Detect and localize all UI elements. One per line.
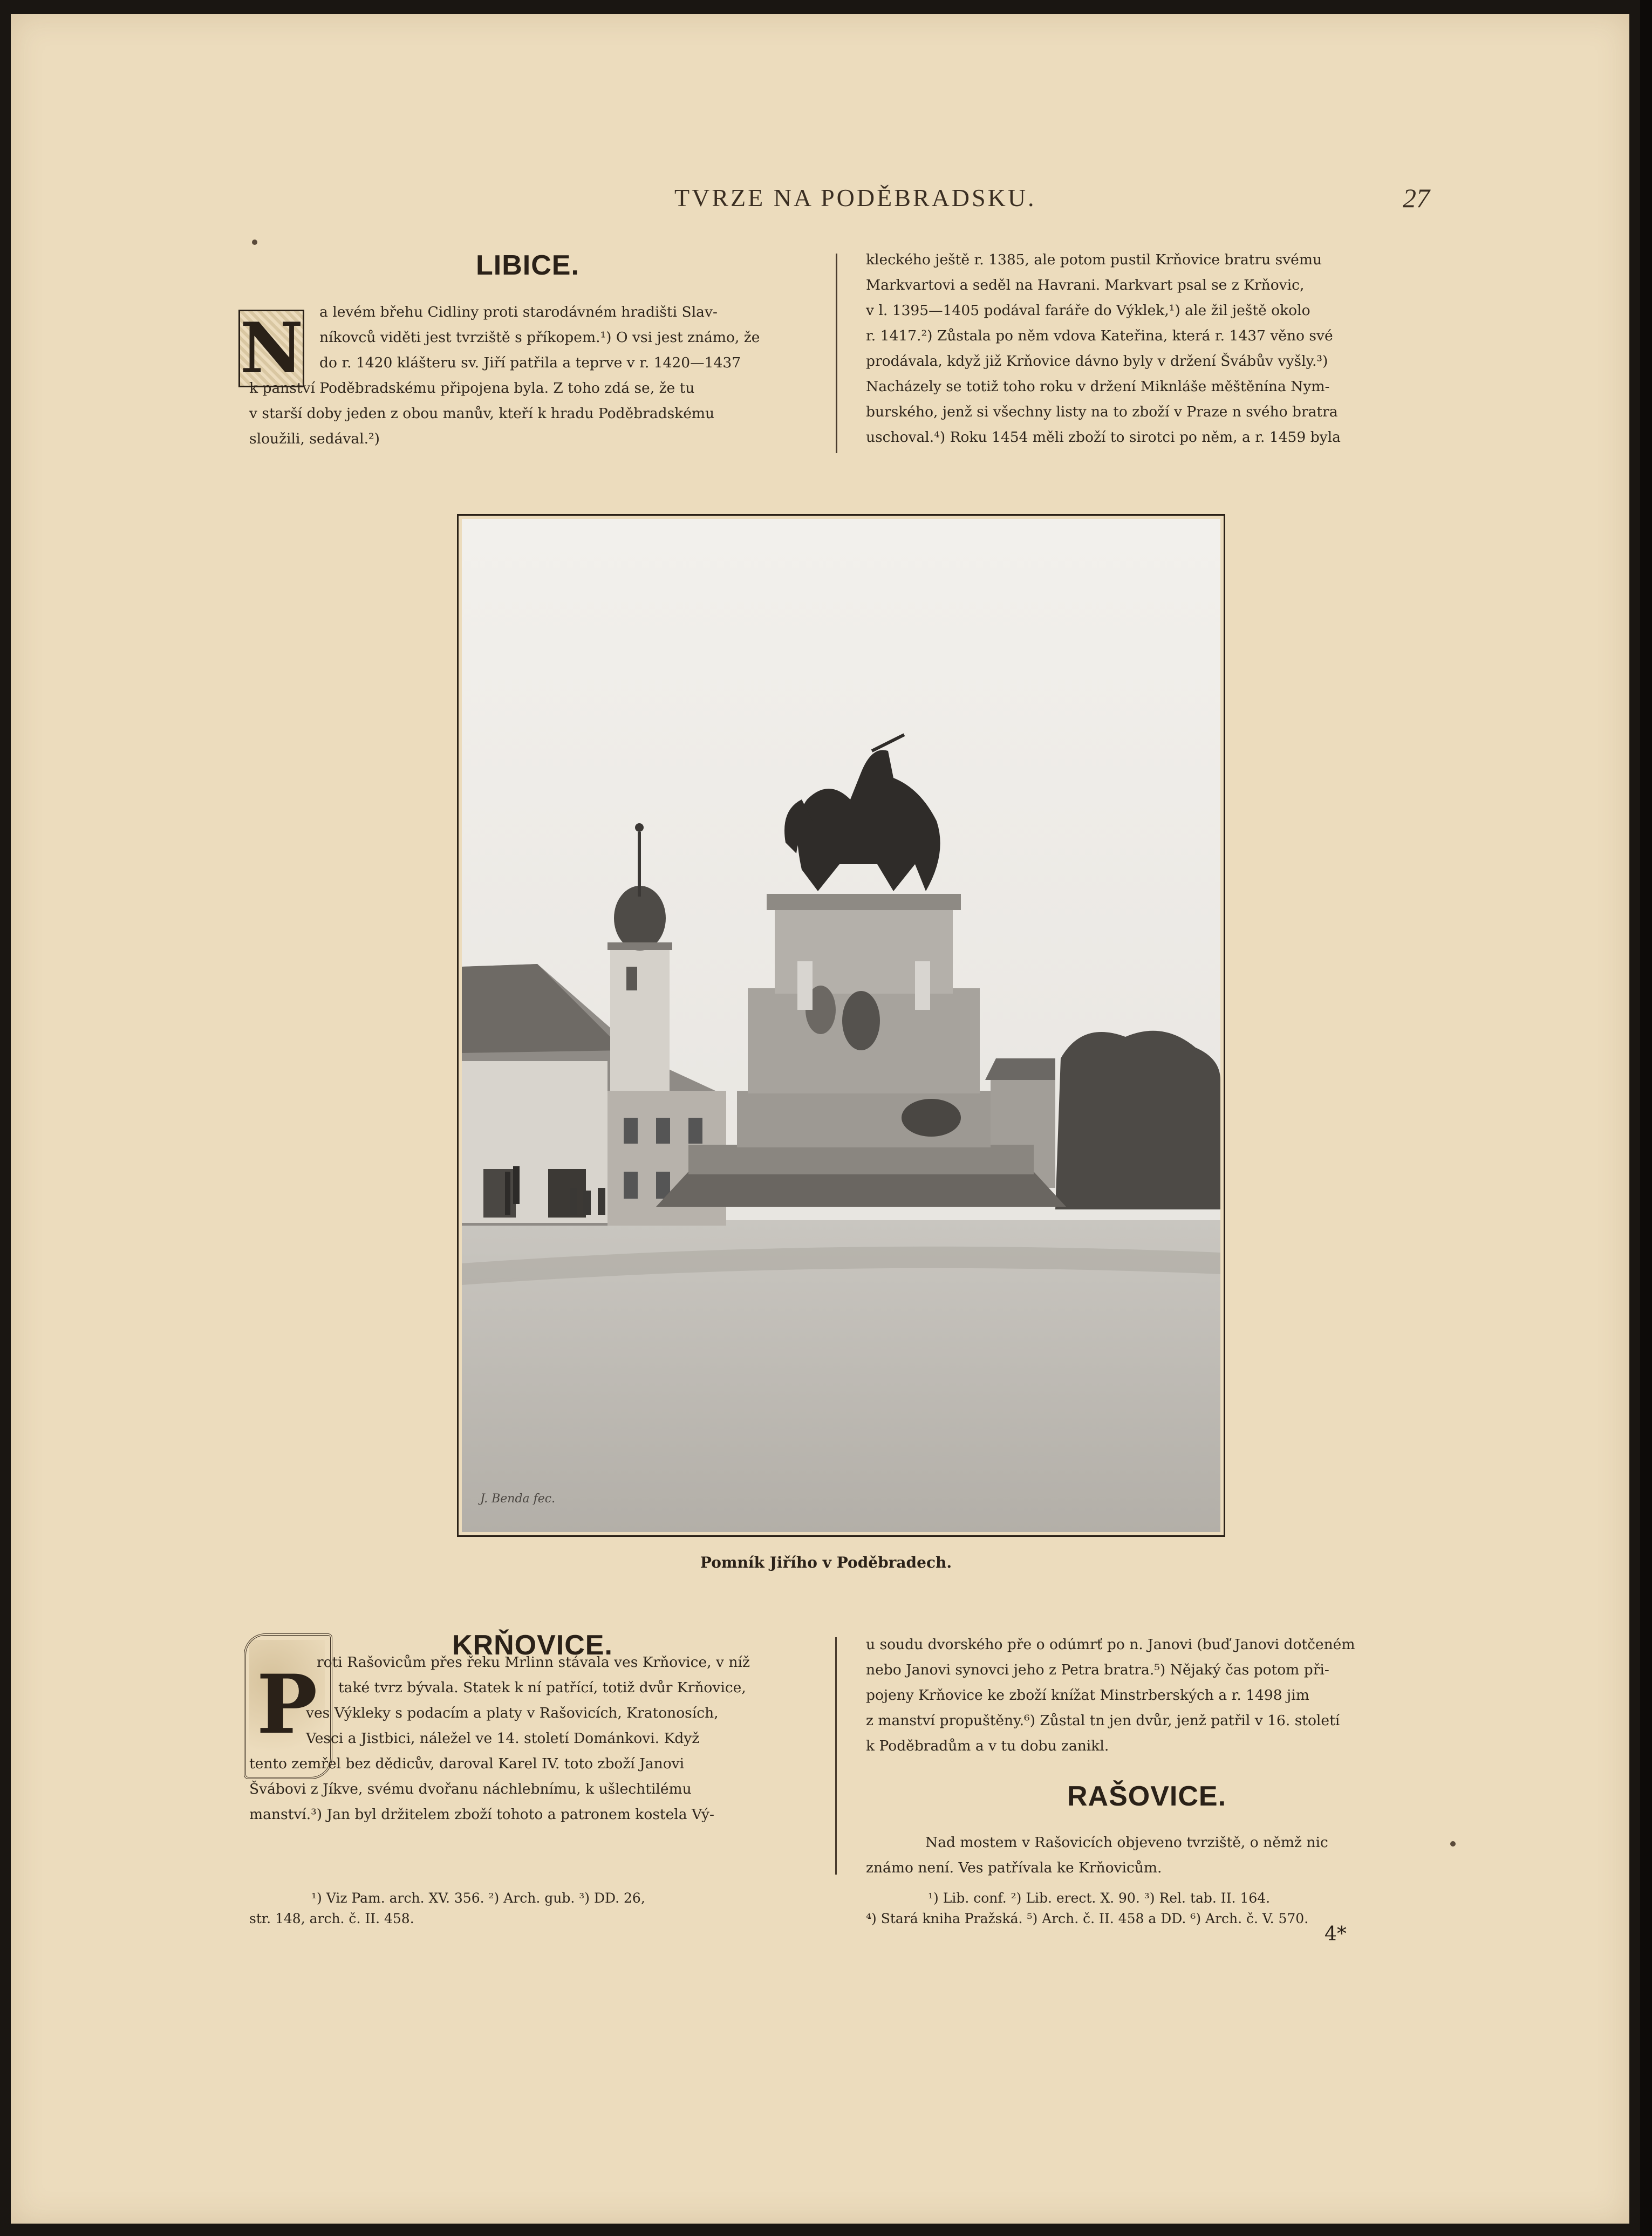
photo-caption: Pomník Jiřího v Poděbradech. — [700, 1554, 952, 1571]
section-title-libice: LIBICE. — [476, 250, 579, 281]
text-line: uschoval.⁴) Roku 1454 měli zboží to sirotci po něm, a r. 1459 byla — [866, 429, 1341, 446]
section-title-rasovice: RAŠOVICE. — [1067, 1781, 1227, 1812]
signature-mark: 4* — [1325, 1923, 1347, 1945]
footnote-line: ¹) Viz Pam. arch. XV. 356. ²) Arch. gub. ³) DD. 26, — [311, 1890, 645, 1906]
text-line: Nacházely se totiž toho roku v držení Miknláše měštěnína Nym- — [866, 378, 1330, 395]
photo-artist-signature: J. Benda fec. — [480, 1492, 556, 1506]
text-line: známo není. Ves patřívala ke Krňovicům. — [866, 1859, 1162, 1876]
rasovice-paragraph — [866, 1830, 1432, 1881]
text-line: roti Rašovicům přes řeku Mrlinn stávala ves Krňovice, v níž — [317, 1654, 750, 1671]
text-line: prodávala, když již Krňovice dávno byly v držení Švábův vyšly.³) — [866, 353, 1328, 370]
page-binding-edge — [1640, 0, 1652, 2236]
text-line: burského, jenž si všechny listy na to zboží v Praze n svého bratra — [866, 404, 1338, 420]
footnotes-left — [249, 1888, 821, 1929]
text-line: a levém břehu Cidliny proti starodávném hradišti Slav- — [319, 304, 718, 320]
running-head: TVRZE NA PODĚBRADSKU. — [674, 184, 1036, 211]
text-line: kleckého ještě r. 1385, ale potom pustil Krňovice bratru svému — [866, 251, 1322, 268]
drop-cap-initial: N — [238, 310, 304, 387]
text-line: Nad mostem v Rašovicích objeveno tvrziště, o němž nic — [925, 1834, 1328, 1851]
text-line: sloužili, sedával.²) — [249, 430, 380, 447]
text-line: v l. 1395—1405 podával faráře do Výklek,¹) ale žil ještě okolo — [866, 302, 1310, 319]
text-line: ves Výkleky s podacím a platy v Rašovicích, Kratonosích, — [306, 1705, 719, 1721]
text-line: u soudu dvorského pře o odúmrť po n. Janovi (buď Janovi dotčeném — [866, 1636, 1355, 1653]
footnotes-right — [866, 1888, 1432, 1929]
text-line: v starší doby jeden z obou manův, kteří k hradu Poděbradskému — [249, 405, 715, 422]
text-line: Švábovi z Jíkve, svému dvořanu náchlebnímu, k ušlechtilému — [249, 1781, 692, 1797]
text-line: manství.³) Jan byl držitelem zboží tohoto a patronem kostela Vý- — [249, 1806, 714, 1823]
text-line: tento zemřel bez dědicův, daroval Karel IV. toto zboží Janovi — [249, 1755, 685, 1772]
text-line: k panství Poděbradskému připojena byla. Z toho zdá se, že tu — [249, 380, 695, 396]
page-speck — [252, 240, 257, 245]
text-line: z manství propuštěny.⁶) Zůstal tn jen dvůr, jenž patřil v 16. století — [866, 1712, 1340, 1729]
libice-right-paragraph — [866, 247, 1432, 450]
monument-photograph — [462, 519, 1220, 1532]
photo-frame — [457, 514, 1225, 1537]
krnovice-right-paragraph — [866, 1632, 1432, 1759]
text-line: Markvartovi a seděl na Havrani. Markvart psal se z Krňovic, — [866, 277, 1305, 293]
footnote-line: str. 148, arch. č. II. 458. — [249, 1911, 414, 1926]
text-line: r. 1417.²) Zůstala po něm vdova Kateřina, která r. 1437 věno své — [866, 327, 1333, 344]
text-line: do r. 1420 klášteru sv. Jiří patřila a teprve v r. 1420—1437 — [319, 354, 741, 371]
section-title-krnovice: KRŇOVICE. — [452, 1630, 613, 1661]
footnote-line: ¹) Lib. conf. ²) Lib. erect. X. 90. ³) Rel. tab. II. 164. — [928, 1890, 1271, 1906]
drop-cap-initial: P — [249, 1640, 325, 1769]
footnote-line: ⁴) Stará kniha Pražská. ⁵) Arch. č. II. 458 a DD. ⁶) Arch. č. V. 570. — [866, 1911, 1309, 1926]
krnovice-paragraph — [249, 1650, 818, 1827]
text-line: také tvrz bývala. Statek k ní patřící, totiž dvůr Krňovice, — [338, 1679, 746, 1696]
libice-paragraph — [249, 299, 813, 452]
column-rule — [835, 1637, 837, 1875]
page-number: 27 — [1403, 183, 1430, 213]
text-line: nebo Janovi synovci jeho z Petra bratra.⁵) Nějaký čas potom při- — [866, 1661, 1329, 1678]
text-line: pojeny Krňovice ke zboží knížat Minstrberských a r. 1498 jim — [866, 1687, 1309, 1704]
page-speck — [1450, 1841, 1456, 1847]
text-line: k Poděbradům a v tu dobu zanikl. — [866, 1738, 1109, 1754]
text-line: Vesci a Jistbici, náležel ve 14. století Dománkovi. Když — [306, 1730, 700, 1747]
text-line: níkovců viděti jest tvrziště s příkopem.¹) O vsi jest známo, že — [319, 329, 760, 346]
column-rule — [836, 254, 837, 453]
